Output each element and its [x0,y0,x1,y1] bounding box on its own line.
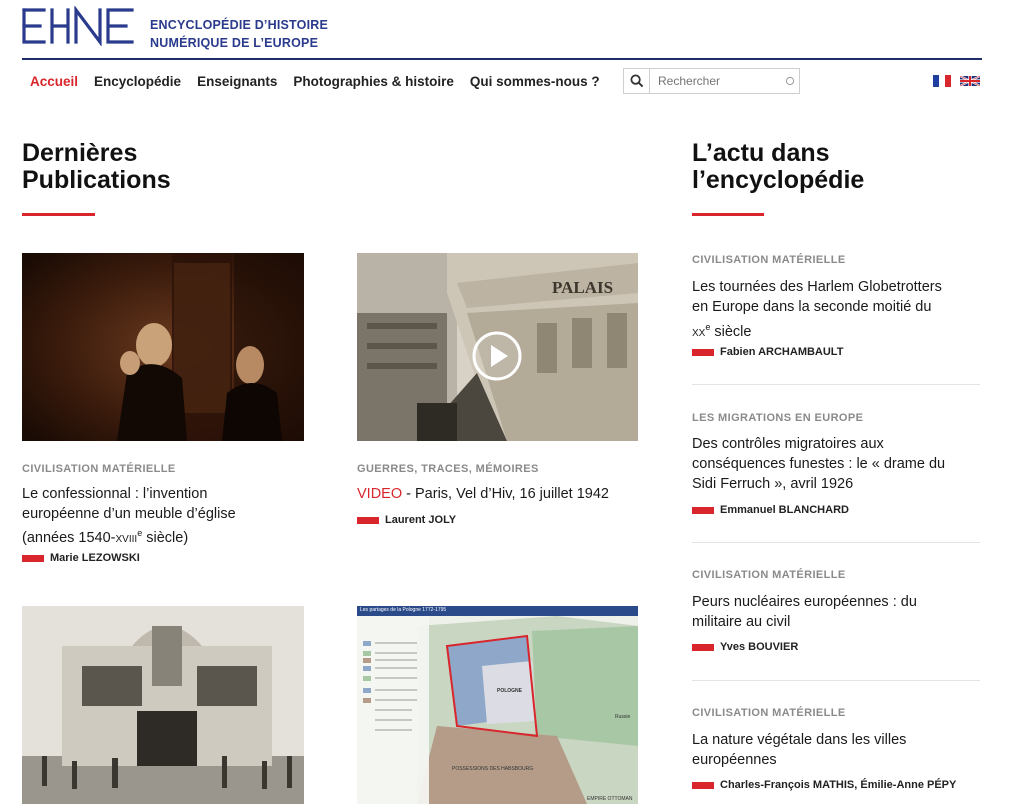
language-switcher [932,75,980,87]
site-title-line1: ENCYCLOPÉDIE D’HISTOIRE [150,18,329,32]
news-title-line1: Des contrôles migratoires aux [692,436,884,452]
news-author[interactable] [692,779,956,791]
map-label-russia: Russie [615,714,631,720]
ehne-logo[interactable] [22,6,138,46]
news-title-line1: Les tournées des Harlem Globetrotters [692,279,942,295]
card-author[interactable] [22,552,140,564]
author-marker [692,644,714,651]
news-category[interactable]: CIVILISATION MATÉRIELLE [692,707,846,719]
news-title-end: siècle [710,323,752,340]
site-title-line2: NUMÉRIQUE DE L’EUROPE [150,36,319,50]
news-title-line3: Sidi Ferruch », avril 1926 [692,476,854,492]
news-heading [692,140,864,194]
news-author-name: Yves BOUVIER [720,641,799,653]
news-title-century: xx [692,323,706,340]
news-category[interactable]: CIVILISATION MATÉRIELLE [692,254,846,266]
news-author-name: Charles-François MATHIS, Émilie-Anne PÉPY [720,779,957,791]
card-author-name: Laurent JOLY [385,514,457,526]
latest-heading-underline [22,213,95,216]
card-title-rest: - Paris, Vel d’Hiv, 16 juillet 1942 [402,486,609,502]
news-title-line2: en Europe dans la seconde moitié du [692,299,932,315]
nav-encyclopedie[interactable]: Encyclopédie [94,73,182,89]
map-graphic [357,606,638,804]
news-title[interactable] [692,730,982,770]
map-label-ottoman: EMPIRE OTTOMAN [587,796,633,802]
author-marker [692,349,714,356]
card-title-part4: siècle) [142,529,189,546]
uk-flag-icon[interactable] [960,75,980,87]
news-heading-line2: l’encyclopédie [692,166,865,194]
search-box [623,68,800,94]
card-image-poland-map[interactable] [357,606,638,804]
news-title-line1: La nature végétale dans les villes [692,732,907,748]
map-title: Les partages de la Pologne 1772-1795 [360,607,447,613]
card-author[interactable] [357,514,456,526]
latest-heading-line1: Dernières [22,139,138,167]
news-author[interactable] [692,346,843,358]
author-marker [692,782,714,789]
card-title-part3: (années 1540- [22,529,116,546]
card-title[interactable] [22,485,304,548]
video-label: VIDEO [357,486,403,502]
search-icon[interactable] [624,69,650,93]
main-nav [22,68,608,94]
card-title-century: xviii [115,529,138,546]
header-divider [22,58,982,60]
news-title-line1: Peurs nucléaires européennes : du [692,594,917,610]
card-title-line1: Le confessionnal : l’invention [22,486,208,502]
news-divider [692,680,980,681]
news-title[interactable] [692,592,982,632]
latest-heading-line2: Publications [22,166,171,194]
news-title-line2: conséquences funestes : le « drame du [692,456,946,472]
search-clear-icon[interactable] [781,76,799,86]
news-title-sup: e [705,322,711,332]
news-author[interactable] [692,641,798,653]
news-divider [692,384,980,385]
nav-qui-sommes-nous[interactable]: Qui sommes-nous ? [469,73,600,89]
news-heading-underline [692,213,764,216]
author-marker [22,555,44,562]
play-video-icon[interactable] [471,330,523,382]
news-title[interactable] [692,277,982,342]
map-label-habsburg: POSSESSIONS DES HABSBOURG [452,766,534,772]
nav-accueil[interactable]: Accueil [30,73,79,89]
news-divider [692,542,980,543]
card-title-sup: e [137,528,143,538]
card-category[interactable]: CIVILISATION MATÉRIELLE [22,463,176,475]
news-title-line3 [692,317,982,342]
search-input[interactable] [650,70,781,92]
author-marker [357,517,379,524]
palais-sign: PALAIS [552,278,614,297]
news-category[interactable]: LES MIGRATIONS EN EUROPE [692,412,864,424]
nav-enseignants[interactable]: Enseignants [197,73,278,89]
card-author-name: Marie LEZOWSKI [50,552,140,564]
card-title[interactable] [357,485,639,505]
news-title-line2: européennes [692,752,777,768]
author-marker [692,507,714,514]
card-title-line2: européenne d’un meuble d’église [22,505,236,522]
french-flag-icon[interactable] [932,75,952,87]
card-image-confessional[interactable] [22,253,304,441]
card-image-pavilion[interactable] [22,606,304,804]
news-author[interactable] [692,504,849,516]
news-category[interactable]: CIVILISATION MATÉRIELLE [692,569,846,581]
site-title[interactable] [150,16,328,52]
news-author-name: Fabien ARCHAMBAULT [720,346,844,358]
news-author-name: Emmanuel BLANCHARD [720,504,849,516]
map-label-poland: POLOGNE [497,688,523,694]
news-title-line2: militaire au civil [692,614,791,630]
nav-photographies[interactable]: Photographies & histoire [293,73,454,89]
card-category[interactable]: GUERRES, TRACES, MÉMOIRES [357,463,539,475]
latest-publications-heading [22,140,171,194]
news-heading-line1: L’actu dans [692,139,830,167]
card-title-line3 [22,524,304,548]
news-title[interactable] [692,434,982,494]
